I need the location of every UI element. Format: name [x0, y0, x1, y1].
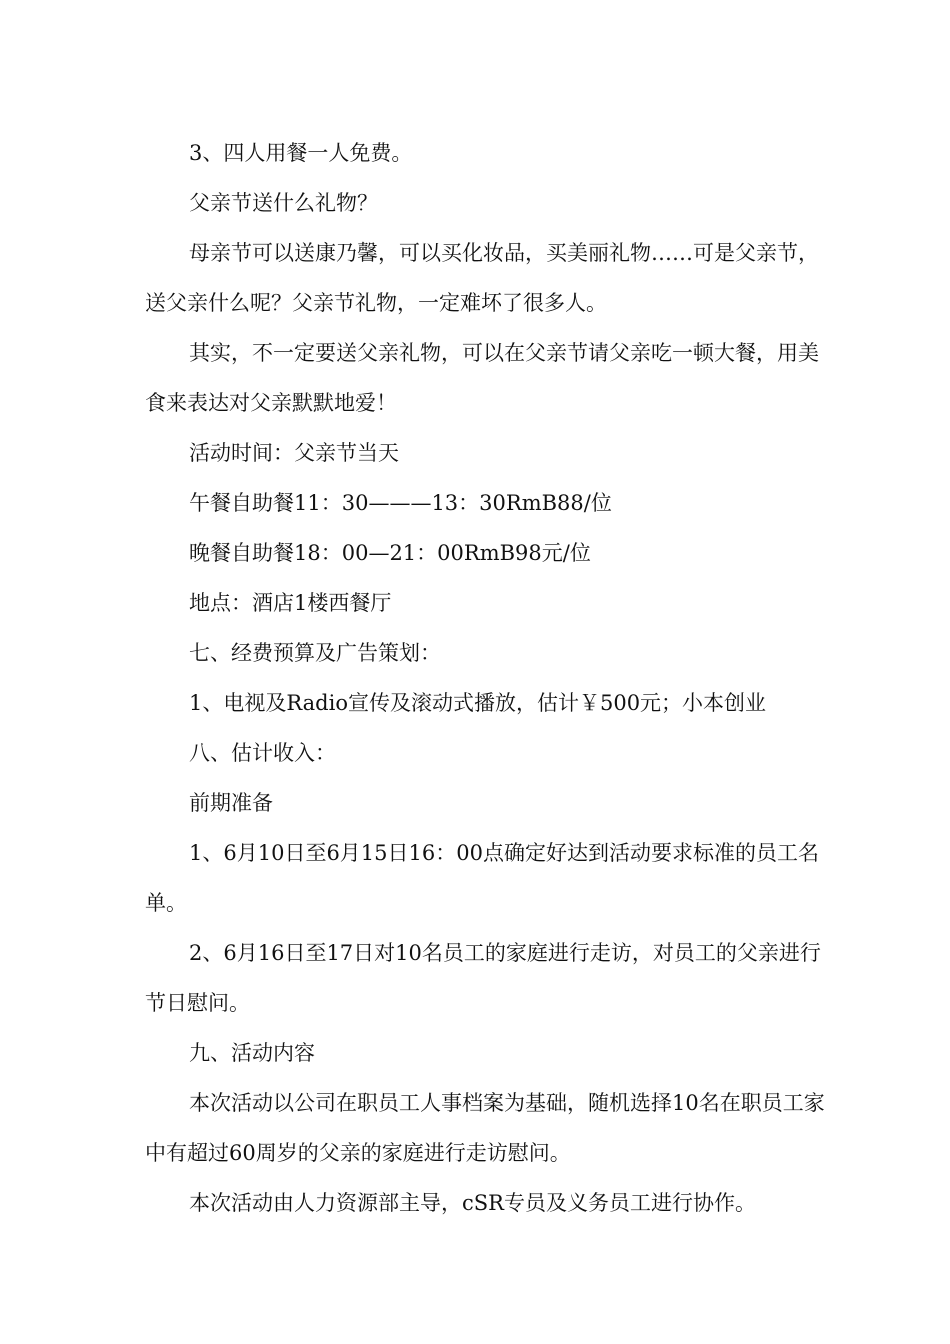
paragraph-activity-time: 活动时间：父亲节当天 [189, 441, 399, 465]
heading-preparation: 前期准备 [189, 791, 273, 815]
document-body [145, 128, 835, 1228]
heading-budget: 七、经费预算及广告策划： [189, 641, 441, 665]
heading-income: 八、估计收入： [189, 741, 336, 765]
heading-activity-content: 九、活动内容 [189, 1041, 315, 1065]
paragraph-home-visits: 2、6月16日至17日对10名员工的家庭进行走访，对员工的父亲进行节日慰问。 [145, 941, 821, 1015]
paragraph-discount: 3、四人用餐一人免费。 [189, 141, 413, 165]
paragraph-employee-list: 1、6月10日至6月15日16：00点确定好达到活动要求标准的员工名单。 [145, 841, 819, 915]
paragraph-lunch-buffet: 午餐自助餐11：30———13：30RmB88/位 [189, 491, 612, 515]
paragraph-mothers-day: 母亲节可以送康乃馨，可以买化妆品，买美丽礼物……可是父亲节，送父亲什么呢？父亲节礼物，一定难坏了很多人。 [145, 241, 819, 315]
paragraph-location: 地点：酒店1楼西餐厅 [189, 591, 392, 615]
paragraph-dinner-idea: 其实，不一定要送父亲礼物，可以在父亲节请父亲吃一顿大餐，用美食来表达对父亲默默地爱！ [145, 341, 819, 415]
paragraph-dinner-buffet: 晚餐自助餐18：00—21：00RmB98元/位 [189, 541, 591, 565]
paragraph-tv-radio: 1、电视及Radio宣传及滚动式播放，估计￥500元；小本创业 [189, 691, 767, 715]
paragraph-gift-question: 父亲节送什么礼物？ [189, 191, 378, 215]
paragraph-hr-lead: 本次活动由人力资源部主导，cSR专员及义务员工进行协作。 [189, 1191, 756, 1215]
paragraph-activity-basis: 本次活动以公司在职员工人事档案为基础，随机选择10名在职员工家中有超过60周岁的父亲的家庭进行走访慰问。 [145, 1091, 825, 1165]
